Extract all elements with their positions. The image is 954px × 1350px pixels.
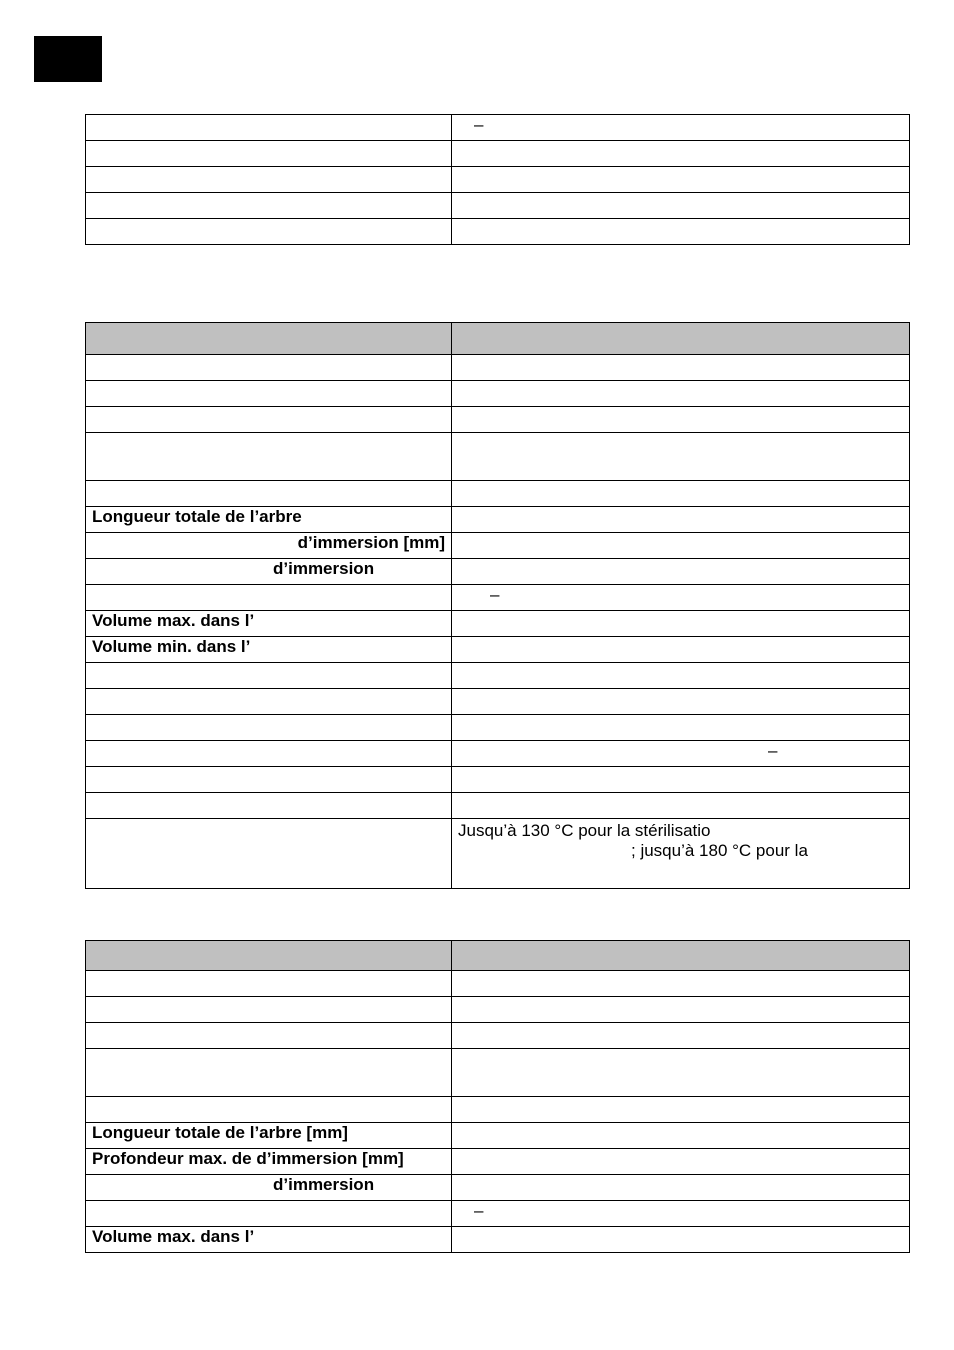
row-value [452, 611, 910, 637]
table-row [86, 355, 910, 381]
row-label [86, 663, 452, 689]
row-label: d’immersion [86, 559, 452, 585]
language-tab-marker [34, 36, 102, 82]
row-label [86, 355, 452, 381]
table-row [86, 741, 910, 767]
table-row [86, 819, 910, 889]
row-value [452, 507, 910, 533]
row-label [86, 793, 452, 819]
table-row [86, 997, 910, 1023]
row-label: Volume max. dans l’ [86, 611, 452, 637]
table-row [86, 141, 910, 167]
row-value [452, 533, 910, 559]
row-label: Volume max. dans l’ [86, 1227, 452, 1253]
table-row [86, 219, 910, 245]
row-value [452, 819, 910, 889]
row-label: Longueur totale de l’arbre [mm] [86, 1123, 452, 1149]
header-cell [452, 941, 910, 971]
table-row [86, 407, 910, 433]
row-label: d’immersion [86, 1175, 452, 1201]
row-value-line-1: Jusqu’à 130 °C pour la stérilisatio [458, 821, 711, 840]
row-label [86, 689, 452, 715]
header-cell [86, 323, 452, 355]
row-value [452, 407, 910, 433]
row-value [452, 355, 910, 381]
table-row [86, 115, 910, 141]
table-row [86, 1049, 910, 1097]
row-label: d’immersion [mm] [86, 533, 452, 559]
row-value [452, 193, 910, 219]
row-label [86, 1023, 452, 1049]
row-value [452, 1097, 910, 1123]
row-value [452, 1049, 910, 1097]
row-label [86, 167, 452, 193]
row-label [86, 741, 452, 767]
table-header-row [86, 941, 910, 971]
row-label [86, 1097, 452, 1123]
row-value [452, 481, 910, 507]
row-value [452, 1227, 910, 1253]
row-value [452, 715, 910, 741]
row-label [86, 115, 452, 141]
row-value [452, 689, 910, 715]
row-value [452, 637, 910, 663]
table-row [86, 1097, 910, 1123]
table-row [86, 971, 910, 997]
row-value-line-2: ; jusqu’à 180 °C pour la [631, 841, 808, 860]
row-value [452, 971, 910, 997]
spec-table-3 [85, 940, 910, 1253]
table-row [86, 715, 910, 741]
table-header-row [86, 323, 910, 355]
table-row [86, 611, 910, 637]
row-value [452, 167, 910, 193]
row-value: – [452, 585, 910, 611]
row-value [452, 1149, 910, 1175]
row-value [452, 793, 910, 819]
row-label: Volume min. dans l’ [86, 637, 452, 663]
row-label [86, 481, 452, 507]
row-label [86, 585, 452, 611]
table-row [86, 1149, 910, 1175]
row-label [86, 193, 452, 219]
row-label [86, 971, 452, 997]
row-label [86, 767, 452, 793]
row-value [452, 663, 910, 689]
table-row [86, 433, 910, 481]
row-value [452, 381, 910, 407]
table-row [86, 507, 910, 533]
row-label: Profondeur max. de d’immersion [mm] [86, 1149, 452, 1175]
row-label [86, 1201, 452, 1227]
table-row [86, 663, 910, 689]
row-label [86, 433, 452, 481]
row-value [452, 1175, 910, 1201]
row-value [452, 141, 910, 167]
table-row [86, 559, 910, 585]
row-value: – [452, 115, 910, 141]
header-cell [452, 323, 910, 355]
row-label: Longueur totale de l’arbre [86, 507, 452, 533]
spec-table-1 [85, 114, 910, 245]
table-row [86, 793, 910, 819]
table-row [86, 533, 910, 559]
table-row [86, 481, 910, 507]
row-label [86, 381, 452, 407]
row-label [86, 1049, 452, 1097]
row-value: – [452, 741, 910, 767]
table-row [86, 637, 910, 663]
row-label [86, 407, 452, 433]
row-value [452, 433, 910, 481]
table-row [86, 689, 910, 715]
row-value [452, 559, 910, 585]
header-cell [86, 941, 452, 971]
table-row [86, 193, 910, 219]
row-value [452, 997, 910, 1023]
row-label [86, 819, 452, 889]
row-label [86, 219, 452, 245]
table-row [86, 767, 910, 793]
row-label [86, 997, 452, 1023]
table-row [86, 1201, 910, 1227]
spec-table-2 [85, 322, 910, 889]
row-label [86, 715, 452, 741]
table-row [86, 1123, 910, 1149]
table-row [86, 1227, 910, 1253]
table-row [86, 585, 910, 611]
row-label [86, 141, 452, 167]
row-value [452, 1123, 910, 1149]
row-value [452, 767, 910, 793]
table-row [86, 1023, 910, 1049]
row-value: – [452, 1201, 910, 1227]
table-row [86, 167, 910, 193]
row-value [452, 1023, 910, 1049]
table-row [86, 1175, 910, 1201]
row-value [452, 219, 910, 245]
table-row [86, 381, 910, 407]
